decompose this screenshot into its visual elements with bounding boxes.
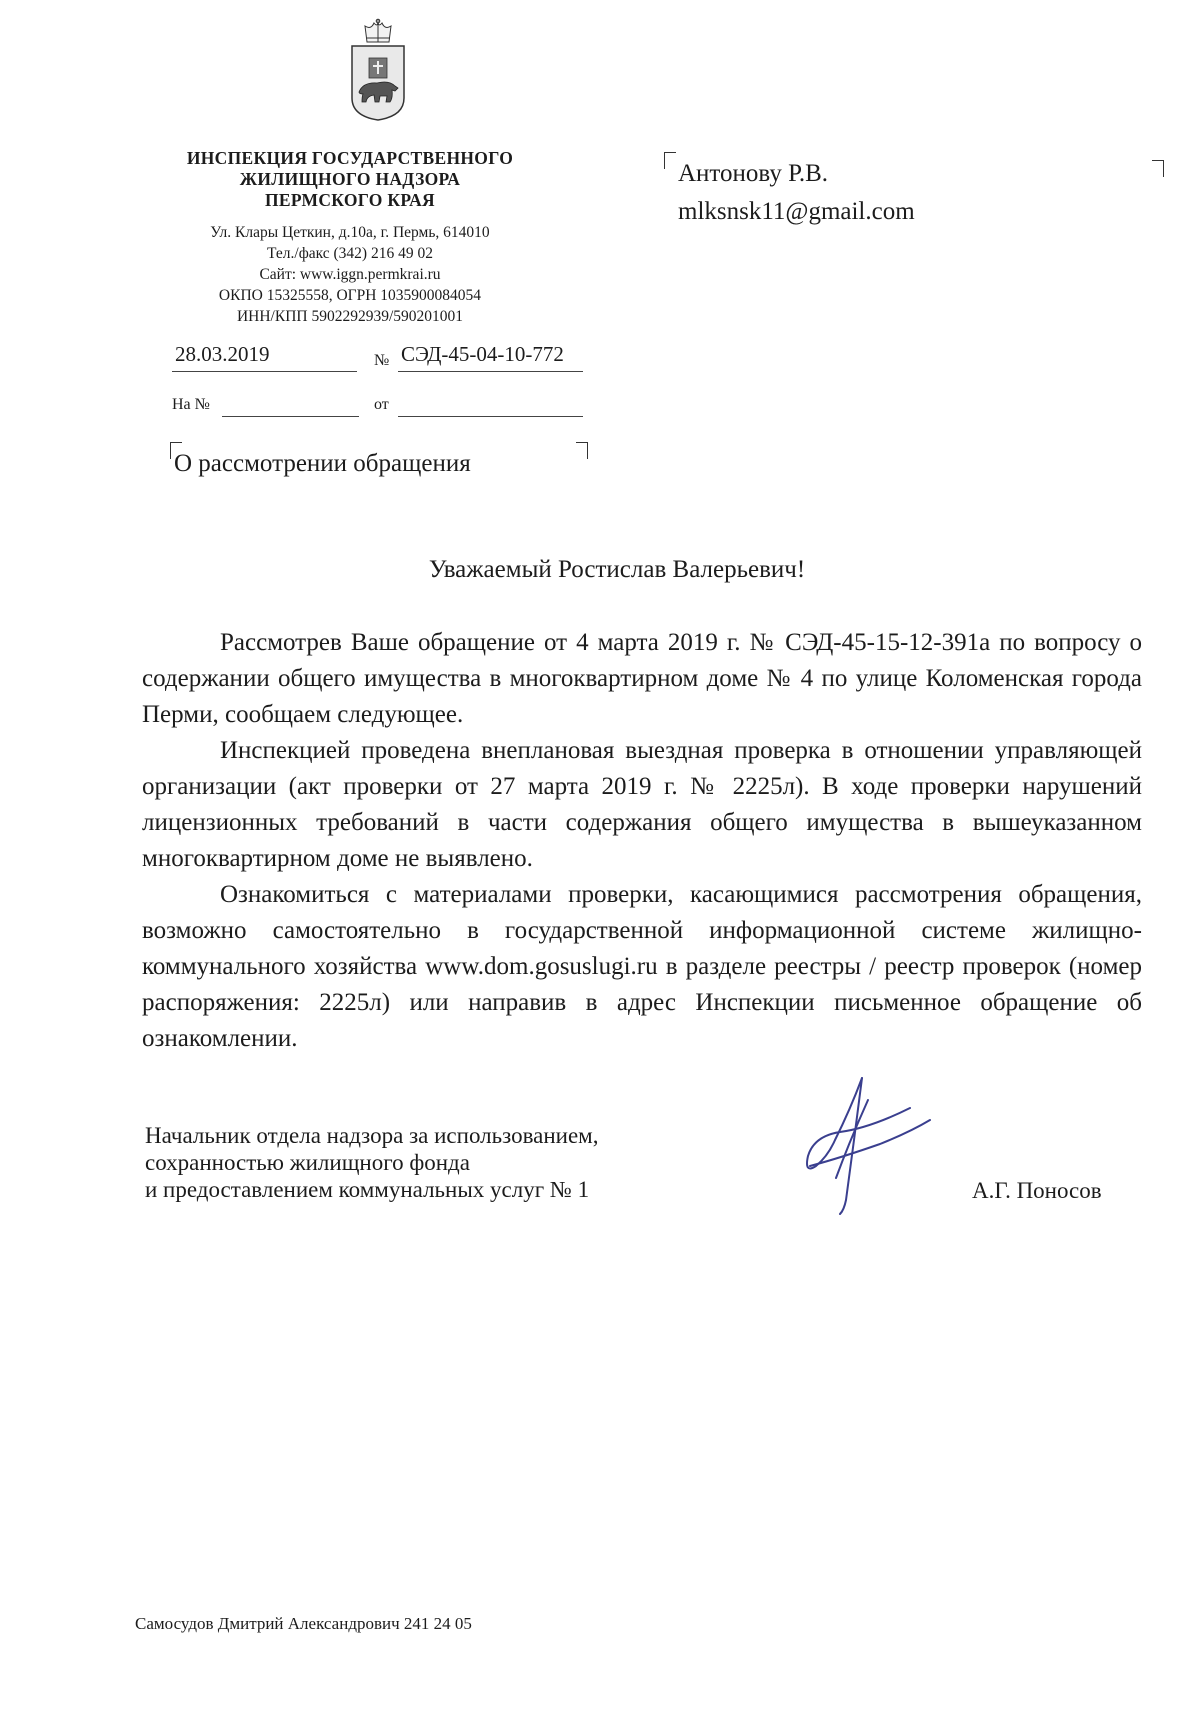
organization-okpo-ogrn: ОКПО 15325558, ОГРН 1035900084054 <box>218 287 482 304</box>
reference-date-underline <box>398 416 583 417</box>
reference-number-label: На № <box>172 396 210 413</box>
organization-details <box>140 222 560 327</box>
organization-inn-kpp: ИНН/КПП 5902292939/590201001 <box>236 308 464 325</box>
body-paragraph: Рассмотрев Ваше обращение от 4 марта 2019 г. № СЭД-45-15-12-391а по вопросу о содержании общего имущества в многоквартирном доме № 4 по улице Коломенская города Перми, сообщаем следующее. <box>142 629 1142 728</box>
signatory-name: А.Г. Поносов <box>972 1178 1102 1203</box>
recipient-name: Антонову Р.В. <box>678 160 829 187</box>
number-sign: № <box>374 352 390 369</box>
signatory-position-line: и предоставлением коммунальных услуг № 1 <box>145 1177 590 1202</box>
recipient-bracket-left <box>664 152 676 169</box>
recipient-email: mlksnsk11@gmail.com <box>678 198 915 225</box>
letter-subject: О рассмотрении обращения <box>174 450 471 477</box>
coat-of-arms-emblem <box>349 18 407 122</box>
reference-number-underline <box>222 416 359 417</box>
organization-address: Ул. Клары Цеткин, д.10а, г. Пермь, 614010 <box>210 224 490 241</box>
reference-date-label: от <box>374 396 389 413</box>
date-underline <box>172 371 357 372</box>
registration-date: 28.03.2019 <box>175 342 270 366</box>
organization-name <box>140 148 560 211</box>
letter-body <box>142 625 1142 1057</box>
handwritten-signature <box>780 1070 950 1220</box>
subject-bracket-right <box>576 442 588 459</box>
organization-site: Сайт: www.iggn.permkrai.ru <box>259 266 441 283</box>
salutation: Уважаемый Ростислав Валерьевич! <box>428 556 806 583</box>
body-paragraph: Инспекцией проведена внеплановая выездная проверка в отношении управляющей организации (акт проверки от 27 марта 2019 г. № 2225л). В ходе проверки нарушений лицензионных требований в части содержания общего имущества в вышеуказанном многоквартирном доме не выявлено. <box>142 737 1142 872</box>
body-paragraph: Ознакомиться с материалами проверки, касающимися рассмотрения обращения, возможно самостоятельно в государственной информационной системе жилищно-коммунального хозяйства www.dom.gosuslugi.ru в разделе реестры / реестр проверок (номер распоряжения: 2225л) или направив в адрес Инспекции письменное обращение об ознакомлении. <box>142 881 1142 1052</box>
organization-name-line: ЖИЛИЩНОГО НАДЗОРА <box>239 169 461 189</box>
organization-name-line: ИНСПЕКЦИЯ ГОСУДАРСТВЕННОГО <box>186 148 514 168</box>
organization-phone: Тел./факс (342) 216 49 02 <box>267 245 433 262</box>
signatory-position <box>145 1122 598 1203</box>
registration-number: СЭД-45-04-10-772 <box>401 342 564 366</box>
organization-name-line: ПЕРМСКОГО КРАЯ <box>265 190 435 210</box>
number-underline <box>398 371 583 372</box>
recipient-bracket-right <box>1152 160 1164 177</box>
signatory-position-line: Начальник отдела надзора за использованием, <box>145 1123 599 1148</box>
executor-contact: Самосудов Дмитрий Александрович 241 24 05 <box>135 1614 472 1633</box>
signatory-position-line: сохранностью жилищного фонда <box>145 1150 470 1175</box>
